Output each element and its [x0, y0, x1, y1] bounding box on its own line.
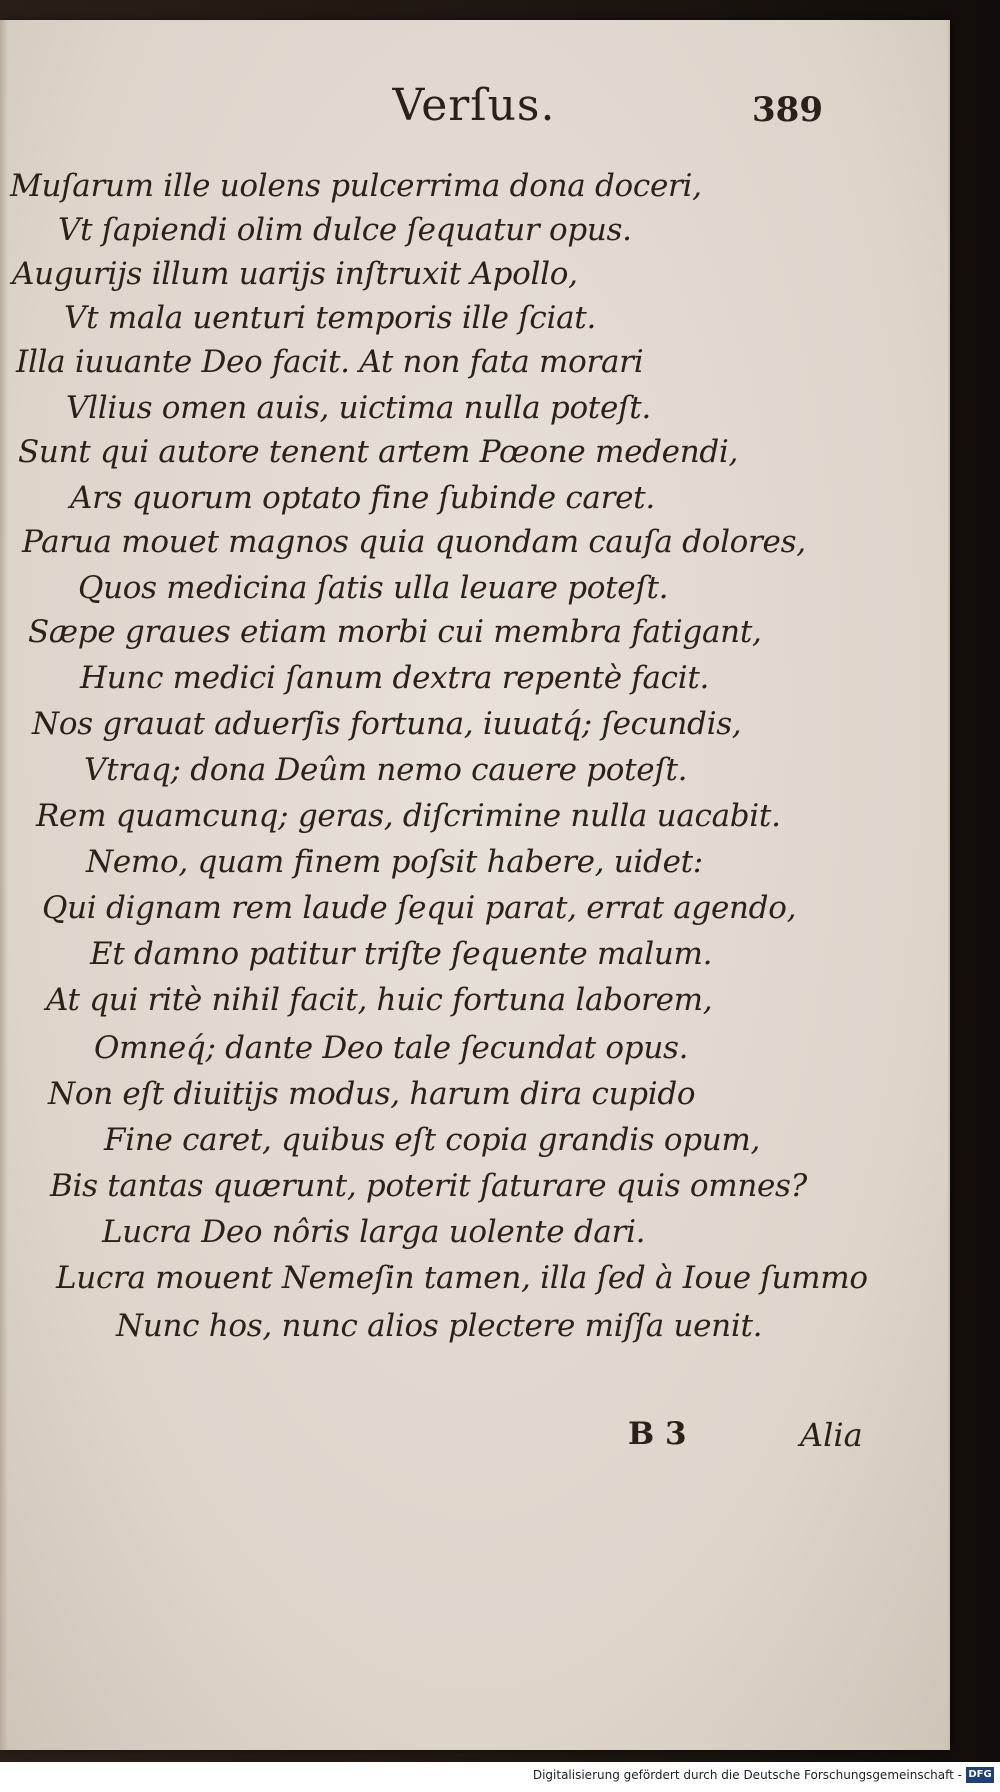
- verse-line: Augurijs illum uarijs inſtruxit Apollo,: [12, 256, 578, 292]
- verse-line: Sæpe graues etiam morbi cui membra fatigant,: [28, 614, 762, 650]
- verse-line: Nunc hos, nunc alios plectere miſſa uenit.: [116, 1308, 763, 1344]
- verse-line: Muſarum ille uolens pulcerrima dona doceri,: [10, 168, 702, 204]
- verse-line: Nos grauat aduerſis fortuna, iuuatq́; ſecundis,: [32, 706, 742, 742]
- verse-line: Quos medicina ſatis ulla leuare poteſt.: [78, 570, 669, 606]
- signature-mark: B 3: [628, 1416, 687, 1452]
- verse-line: Vt ſapiendi olim dulce ſequatur opus.: [58, 212, 632, 248]
- verse-line: Non eſt diuitijs modus, harum dira cupido: [48, 1076, 696, 1112]
- verse-line: Lucra mouent Nemeſin tamen, illa ſed à Ioue ſummo: [56, 1260, 868, 1296]
- verse-line: At qui ritè nihil facit, huic fortuna laborem,: [46, 982, 713, 1018]
- verse-line: Illa iuuante Deo facit. At non fata morari: [16, 344, 644, 380]
- catchword: Alia: [800, 1416, 863, 1454]
- verse-line: Parua mouet magnos quia quondam cauſa dolores,: [22, 524, 806, 560]
- verse-line: Fine caret, quibus eſt copia grandis opum,: [104, 1122, 761, 1158]
- verse-line: Sunt qui autore tenent artem Pœone medendi,: [18, 434, 739, 470]
- page-number: 389: [752, 90, 823, 130]
- verse-line: Omneq́; dante Deo tale ſecundat opus.: [94, 1030, 689, 1066]
- catchline: [0, 1416, 948, 1466]
- verse-line: Ars quorum optato fine ſubinde caret.: [70, 480, 655, 516]
- verse-line: Vt mala uenturi temporis ille ſciat.: [64, 300, 597, 336]
- verse-line: Hunc medici ſanum dextra repentè facit.: [80, 660, 710, 696]
- footer-credit: Digitalisierung gefördert durch die Deutsche Forschungsgemeinschaft -: [532, 1768, 962, 1782]
- book-page: [0, 20, 950, 1750]
- dfg-logo: DFG: [966, 1767, 994, 1783]
- footer-bar: [0, 1762, 1000, 1792]
- verse-line: Lucra Deo nôris larga uolente dari.: [102, 1214, 646, 1250]
- verse-line: Rem quamcunq; geras, diſcrimine nulla uacabit.: [36, 798, 781, 834]
- verse-line: Nemo, quam finem poſsit habere, uidet:: [86, 844, 703, 880]
- verse-line: Et damno patitur triſte ſequente malum.: [90, 936, 713, 972]
- running-head: Verſus.: [392, 80, 556, 131]
- verse-line: Qui dignam rem laude ſequi parat, errat agendo,: [42, 890, 797, 926]
- verse-line: Vtraq; dona Deûm nemo cauere poteſt.: [84, 752, 688, 788]
- page-edge: [0, 20, 8, 1750]
- verse-line: Bis tantas quærunt, poterit ſaturare quis omnes?: [50, 1168, 807, 1204]
- verse-line: Vllius omen auis, uictima nulla poteſt.: [66, 390, 651, 426]
